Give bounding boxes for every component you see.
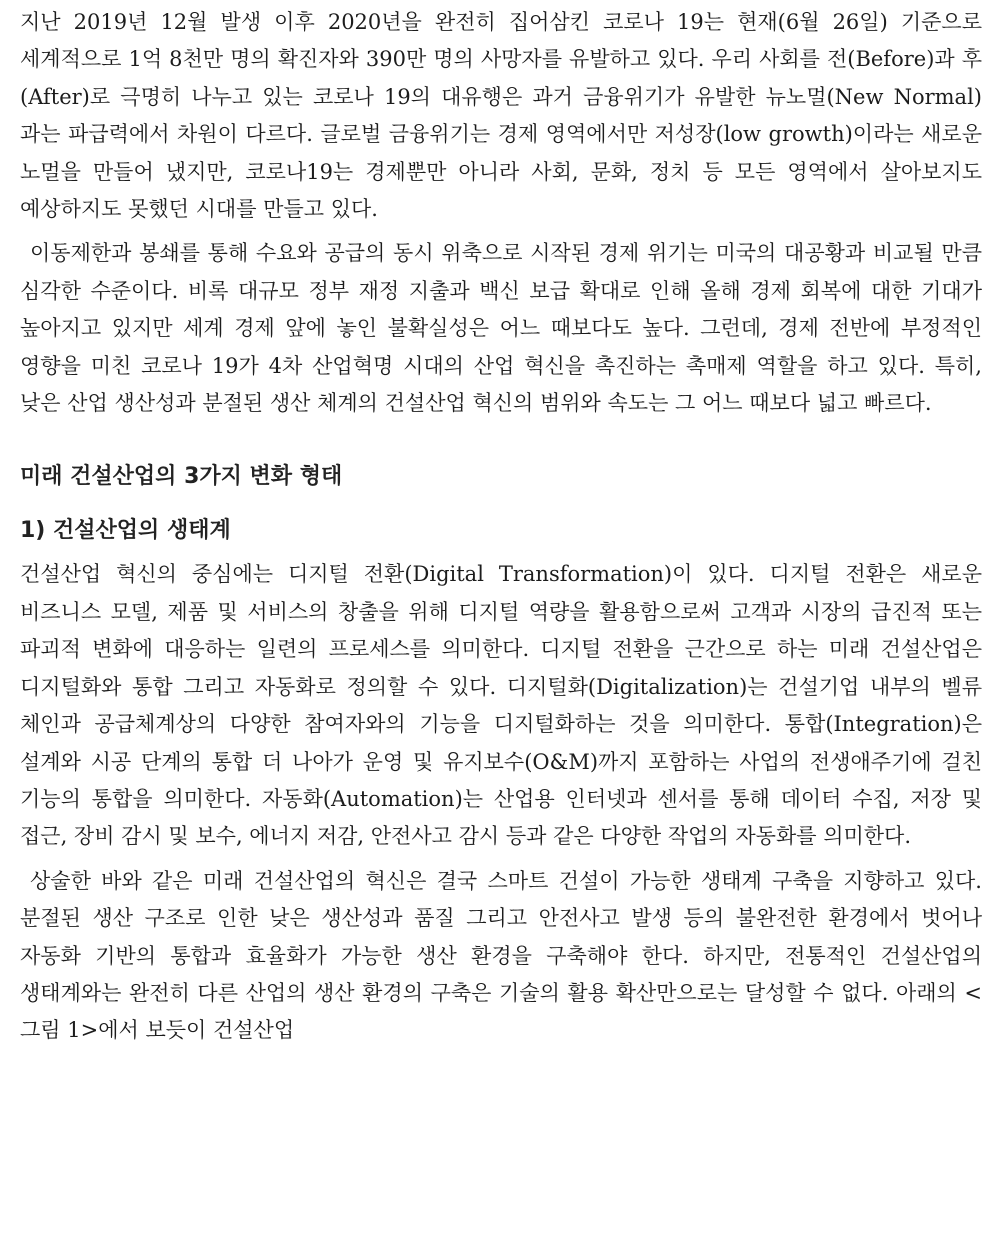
intro-paragraph-2: 이동제한과 봉쇄를 통해 수요와 공급의 동시 위축으로 시작된 경제 위기는 미국의 대공황과 비교될 만큼 심각한 수준이다. 비록 대규모 정부 재정 지출과 백신 보급 확대로 인해 올해 경제 회복에 대한 기대가 높아지고 있지만 세계 경제 앞에 놓인 불확실성은 어느 때보다도 높다. 그런데, 경제 전반에 부정적인 영향을 미친 코로나 19가 4차 산업혁명 시대의 산업 혁신을 촉진하는 촉매제 역할을 하고 있다. 특히, 낮은 산업 생산성과 분절된 생산 체계의 건설산업 혁신의 범위와 속도는 그 어느 때보다 넓고 빠르다. [20, 241, 982, 416]
document-page [20, 4, 982, 1050]
ecosystem-paragraph-1: 건설산업 혁신의 중심에는 디지털 전환(Digital Transformation)이 있다. 디지털 전환은 새로운 비즈니스 모델, 제품 및 서비스의 창출을 위해 디지털 역량을 활용함으로써 고객과 시장의 급진적 또는 파괴적 변화에 대응하는 일련의 프로세스를 의미한다. 디지털 전환을 근간으로 하는 미래 건설산업은 디지털화와 통합 그리고 자동화로 정의할 수 있다. 디지털화(Digitalization)는 건설기업 내부의 벨류 체인과 공급체계상의 다양한 참여자와의 기능을 디지털화하는 것을 의미한다. 통합(Integration)은 설계와 시공 단계의 통합 더 나아가 운영 및 유지보수(O&M)까지 포함하는 사업의 전생애주기에 걸친 기능의 통합을 의미한다. 자동화(Automation)는 산업용 인터넷과 센서를 통해 데이터 수집, 저장 및 접근, 장비 감시 및 보수, 에너지 저감, 안전사고 감시 등과 같은 다양한 작업의 자동화를 의미한다. [20, 562, 982, 849]
subsection-heading: 1) 건설산업의 생태계 [20, 518, 231, 544]
section-heading: 미래 건설산업의 3가지 변화 형태 [20, 464, 343, 490]
ecosystem-paragraph-2: 상술한 바와 같은 미래 건설산업의 혁신은 결국 스마트 건설이 가능한 생태계 구축을 지향하고 있다. 분절된 생산 구조로 인한 낮은 생산성과 품질 그리고 안전사고 발생 등의 불완전한 환경에서 벗어나 자동화 기반의 통합과 효율화가 가능한 생산 환경을 구축해야 한다. 하지만, 전통적인 건설산업의 생태계와는 완전히 다른 산업의 생산 환경의 구축은 기술의 활용 확산만으로는 달성할 수 없다. 아래의 <그림 1>에서 보듯이 건설산업 [20, 868, 982, 1043]
intro-paragraph-1: 지난 2019년 12월 발생 이후 2020년을 완전히 집어삼킨 코로나 19는 현재(6월 26일) 기준으로 세계적으로 1억 8천만 명의 확진자와 390만 명의 사망자를 유발하고 있다. 우리 사회를 전(Before)과 후(After)로 극명히 나누고 있는 코로나 19의 대유행은 과거 금융위기가 유발한 뉴노멀(New Normal)과는 파급력에서 차원이 다르다. 글로벌 금융위기는 경제 영역에서만 저성장(low growth)이라는 새로운 노멀을 만들어 냈지만, 코로나19는 경제뿐만 아니라 사회, 문화, 정치 등 모든 영역에서 살아보지도 예상하지도 못했던 시대를 만들고 있다. [20, 10, 982, 222]
